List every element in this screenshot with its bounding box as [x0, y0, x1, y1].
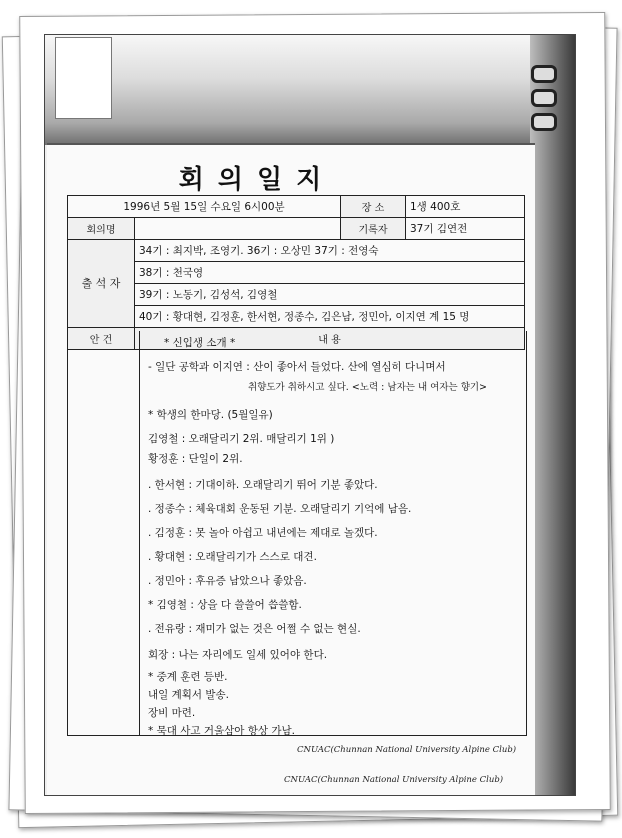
recorder-value: 37기 김연전 — [410, 223, 468, 235]
content-line: 장비 마련. — [148, 707, 196, 719]
content-line: 회장 : 나는 자리에도 일세 있어야 한다. — [148, 649, 328, 661]
meeting-name-label: 회의명 — [68, 218, 135, 240]
attendees-row — [135, 262, 525, 284]
attendees-line: 39기 : 노동기, 김성석, 김영철 — [139, 289, 278, 301]
content-line: . 황대현 : 오래달리기가 스스로 대견. — [148, 551, 317, 563]
attendees-line: 38기 : 천국영 — [139, 267, 204, 279]
content-line: . 정민아 : 후유증 남았으나 좋았음. — [148, 575, 307, 587]
binder-edge-shadow — [530, 35, 575, 795]
content-area — [139, 331, 527, 736]
ring-icon — [531, 89, 557, 107]
binder-rings — [531, 65, 555, 145]
ring-icon — [531, 113, 557, 131]
content-line: . 전유랑 : 재미가 없는 것은 어쩔 수 없는 현실. — [148, 623, 361, 635]
content-line: . 한서현 : 기대이하. 오래달리기 뛰어 기분 좋았다. — [148, 479, 378, 491]
content-label: 내 용 — [135, 328, 525, 350]
content-line: 김영철 : 오래달리기 2위. 매달리기 1위 ) — [148, 433, 335, 445]
ring-icon — [531, 65, 557, 83]
date-value: 1996년 5월 15일 수요일 6시00분 — [123, 201, 285, 213]
place-label: 장 소 — [341, 196, 406, 218]
content-line: * 중계 훈련 등반. — [148, 671, 228, 683]
content-line: * 김영철 : 상을 다 쓸쓸어 씁쓸함. — [148, 599, 302, 611]
header-table — [67, 195, 525, 350]
place-value: 1생 400호 — [410, 201, 461, 213]
content-line: . 김정훈 : 못 놀아 아쉽고 내년에는 제대로 놀겠다. — [148, 527, 378, 539]
content-line: 황정훈 : 단일이 2위. — [148, 453, 243, 465]
binder-sheet — [55, 37, 112, 119]
attendees-row — [135, 240, 525, 262]
attendees-label: 출 석 자 — [68, 240, 135, 328]
attendees-line: 34기 : 최지박, 조영기. 36기 : 오상민 37기 : 전영숙 — [139, 245, 379, 257]
content-line: * 학생의 한마당. (5월일유) — [148, 409, 273, 421]
recorder-cell — [406, 218, 525, 240]
attendees-row — [135, 306, 525, 328]
attendees-line: 40기 : 황대현, 김정훈, 한서현, 정종수, 김은남, 정민아, 이지연 계 15 명 — [139, 311, 470, 323]
content-line: 내일 계획서 발송. — [148, 689, 230, 701]
content-line: 취향도가 취하시고 싶다. <노력 : 남자는 내 여자는 향기> — [248, 382, 488, 393]
content-line: - 일단 공학과 이지연 : 산이 좋아서 들었다. 산에 열심히 다니며서 — [148, 361, 446, 373]
attendees-row — [135, 284, 525, 306]
agenda-column — [67, 331, 140, 736]
agenda-label: 안 건 — [68, 328, 135, 350]
meeting-name-value — [135, 218, 341, 240]
meeting-log-sheet — [47, 143, 535, 795]
date-cell — [68, 196, 341, 218]
content-line: . 정종수 : 체육대회 운동된 기분. 오래달리기 기억에 남음. — [148, 503, 412, 515]
content-line: * 묵대 사고 거울삼아 항상 가남. — [148, 725, 295, 737]
scanned-photo — [44, 34, 576, 796]
footer-club-name: CNUAC(Chunnan National University Alpine Club) — [297, 745, 517, 755]
footer-club-name-back-page: CNUAC(Chunnan National University Alpine Club) — [284, 775, 504, 785]
binder-top — [45, 35, 575, 145]
recorder-label: 기록자 — [341, 218, 406, 240]
place-cell — [406, 196, 525, 218]
document-title: 회의일지 — [178, 165, 336, 195]
content-line: * 신입생 소개 * — [164, 337, 236, 349]
